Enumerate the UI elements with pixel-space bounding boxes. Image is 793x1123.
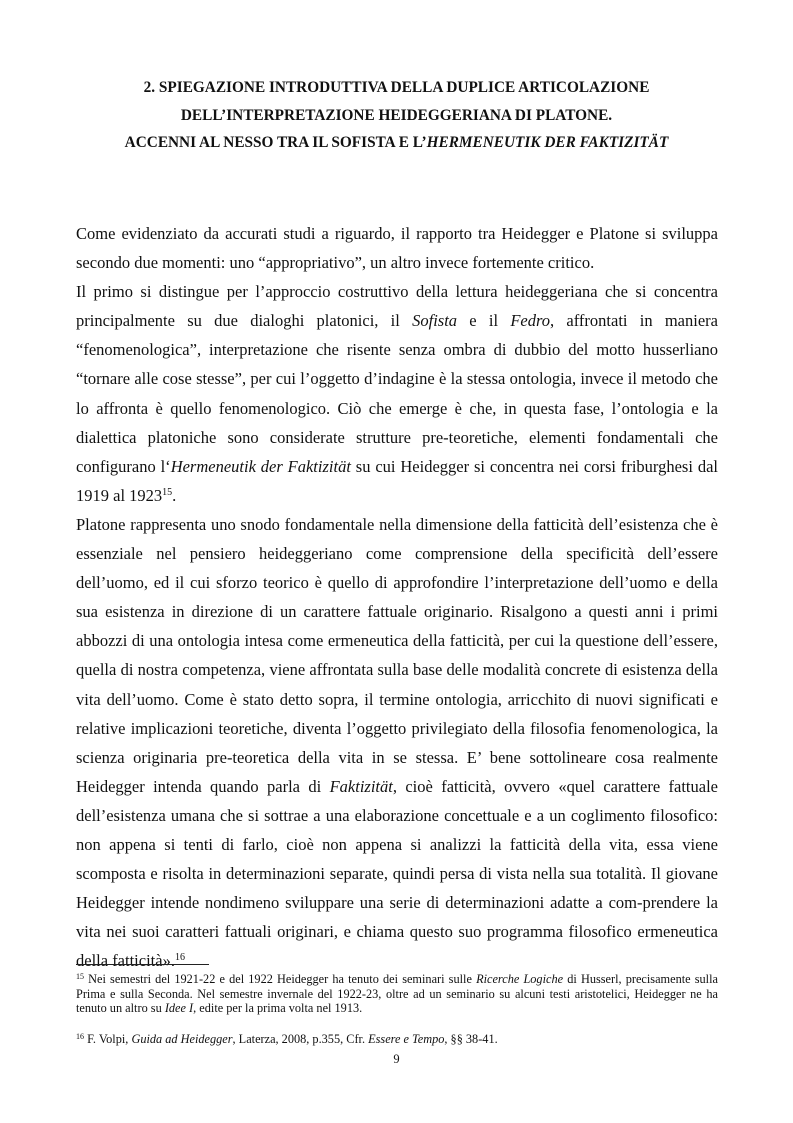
fn15-italic-2: Idee I [164,1001,194,1015]
fn16-text-2: , Laterza, 2008, p.355, Cfr. [232,1032,369,1046]
p3-text-1: Platone rappresenta uno snodo fondamentale nella dimensione della fatticità dell’esistenza che è essenziale nel pensiero heideggeriano come comprensione della specificità dell’essere dell’uomo, ed il cui sforzo teorico è quello di approfondire l’interpretazione dell’uomo e della sua esistenza in direzione di un carattere fattuale originario. Risalgono a questi anni i primi abbozzi di una ontologia intesa come ermeneutica della fatticità, per cui la questione dell’essere, quella di nostra competenza, viene affrontata sulla base delle modalità concrete di esistenza della vita dell’uomo. Come è stato detto sopra, il termine ontologia, arricchito di nuovi significati e relative implicazioni teoretiche, diventa l’oggetto privilegiato della filosofia fenomenologica, la scienza originaria pre-teoretica della vita in se stessa. E’ bene sottolineare cosa realmente Heidegger intenda quando parla di [76,514,718,796]
paragraph-1: Come evidenziato da accurati studi a riguardo, il rapporto tra Heidegger e Platone si sviluppa secondo due momenti: uno “appropriativo”, un altro invece fortemente critico. [76,224,718,273]
footnote-15-mark: 15 [76,972,84,981]
fn16-italic-2: Essere e Tempo [368,1032,445,1046]
footnote-separator [76,964,209,965]
p2-text-3: , affrontati in maniera “fenomenologica”, interpretazione che risente senza ombra di dubbio del motto husserliano “tornare alle cose stesse”, per cui l’oggetto d’indagine è la stessa ontologia, invece il metodo che lo affronta è quello fenomenologico. Ciò che emerge è che, in questa fase, l’ontologia e la dialettica platoniche sono considerate strutture pre-teoretiche, elementi fondamentali che configurano l‘ [76,311,718,476]
p2-text-4: su cui Heidegger si concentra nei corsi friburghesi dal 1919 al 1923 [76,456,718,505]
page-number: 9 [393,1052,400,1066]
heading-line-1: 2. SPIEGAZIONE INTRODUTTIVA DELLA DUPLICE ARTICOLAZIONE [143,79,650,96]
footnote-ref-15[interactable]: 15 [162,486,173,498]
fn16-text-3: , §§ 38-41. [444,1032,498,1046]
p2-text-2: e il [457,311,511,331]
fn15-text-1: Nei semestri del 1921-22 e del 1922 Heidegger ha tenuto dei seminari sulle [84,972,477,986]
section-heading [60,74,733,157]
p2-text-1: Il primo si distingue per l’approccio costruttivo della lettura heideggeriana che si concentra principalmente su due dialoghi platonici, il [76,282,718,331]
heading-line-3-italic: HERMENEUTIK DER FAKTIZITÄT [426,134,669,151]
body-text [76,219,718,975]
p2-italic-hermeneutik: Hermeneutik der Faktizität [170,456,351,476]
footnote-ref-16[interactable]: 16 [174,952,185,964]
heading-line-3 [60,129,733,157]
fn15-italic-1: Ricerche Logiche [476,972,564,986]
fn15-text-2: di Husserl, precisamente sulla Prima e sulla Seconda. Nel semestre invernale del 1922-23, oltre ad un seminario su alcuni testi aristotelici, Heidegger ne ha tenuto un altro su [76,972,718,1015]
footnote-15 [76,972,718,1016]
paragraph-3 [76,510,718,976]
footnote-16-mark: 16 [76,1032,84,1041]
p3-text-2: , cioè fatticità, ovvero «quel carattere fattuale dell’esistenza umana che si sottrae a una elaborazione concettuale e a un coglimento filosofico: non appena si tenti di farlo, cioè non appena si analizzi la fatticità della vita, essa viene scomposta e risolta in determinazioni separate, quindi persa di vista nella sua totalità. Il giovane Heidegger intende nondimeno sviluppare una serie di determinazioni adatte a com-prendere la vita nei suoi caratteri fattuali originari, e chiama questo suo programma filosofico ermeneutica della fatticità». [76,776,718,971]
p2-text-5: . [172,485,177,505]
heading-line-3-roman: ACCENNI AL NESSO TRA IL SOFISTA E L’ [124,134,427,151]
p2-italic-sofista: Sofista [412,311,458,331]
p3-italic-faktizitat: Faktizität [329,776,393,796]
fn16-italic-1: Guida ad Heidegger [131,1032,233,1046]
heading-line-2: DELL’INTERPRETAZIONE HEIDEGGERIANA DI PLATONE. [180,106,613,124]
fn16-text-1: F. Volpi, [84,1032,132,1046]
footnote-16 [76,1032,718,1047]
p2-italic-fedro: Fedro [510,311,551,331]
fn15-text-3: , edite per la prima volta nel 1913. [193,1001,363,1015]
paragraph-2 [76,277,718,510]
